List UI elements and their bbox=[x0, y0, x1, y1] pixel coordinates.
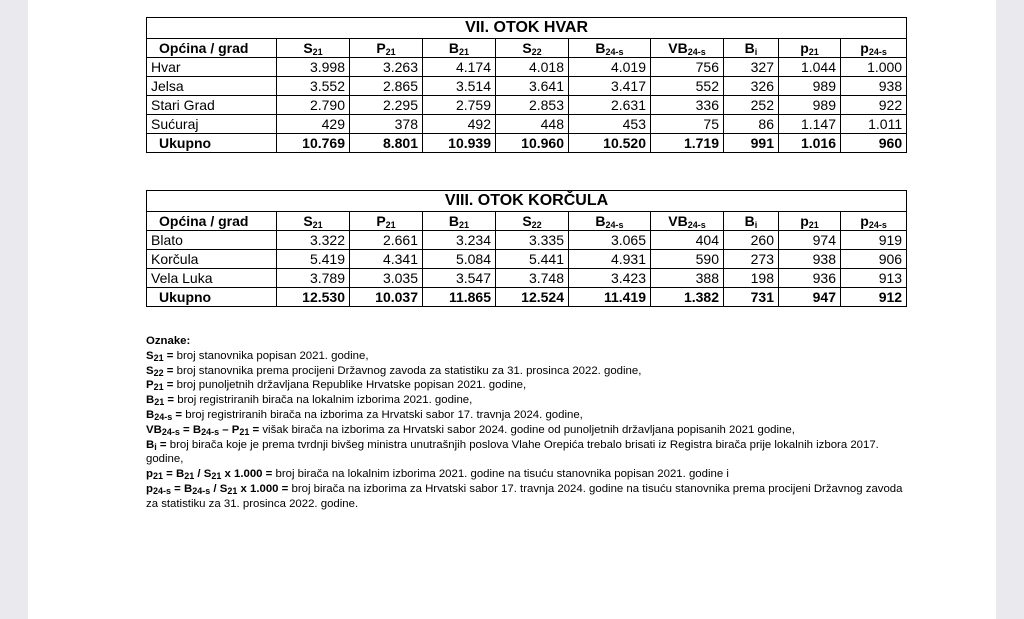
municipality-name: Hvar bbox=[147, 58, 277, 77]
cell-bi: 731 bbox=[724, 288, 779, 307]
column-header-base: S bbox=[303, 40, 313, 56]
column-header-sub: 21 bbox=[459, 47, 470, 57]
cell-vb24s: 404 bbox=[651, 231, 724, 250]
legend-eq: = bbox=[156, 438, 170, 451]
column-header-base: VB bbox=[668, 213, 688, 229]
table-row bbox=[147, 250, 907, 269]
cell-vb24s: 590 bbox=[651, 250, 724, 269]
legend-eq: x 1.000 = bbox=[221, 468, 276, 481]
cell-p21: 989 bbox=[779, 77, 841, 96]
column-header-sub: 21 bbox=[808, 220, 819, 230]
total-row bbox=[147, 288, 907, 307]
cell-b24s: 4.931 bbox=[569, 250, 651, 269]
cell-p21: 1.147 bbox=[779, 115, 841, 134]
cell-bi: 198 bbox=[724, 269, 779, 288]
cell-bi: 273 bbox=[724, 250, 779, 269]
legend-eq: = bbox=[163, 364, 177, 377]
column-header-base: B bbox=[448, 213, 460, 229]
legend-symbol bbox=[146, 483, 291, 495]
column-header-sub: 21 bbox=[385, 220, 396, 230]
cell-bi: 991 bbox=[724, 134, 779, 153]
legend-eq: x 1.000 = bbox=[237, 482, 292, 495]
column-header-p21 bbox=[350, 212, 423, 231]
legend-text: broj birača na izborima za Hrvatski sabor 17. travnja 2024. godine na tisuću stanovnika prema procijeni Državnog zavoda za statistiku za 31. prosinca 2022. godine. bbox=[146, 482, 903, 510]
cell-s21: 10.769 bbox=[277, 134, 350, 153]
legend-item bbox=[146, 378, 906, 393]
table-row bbox=[147, 58, 907, 77]
cell-b24s: 2.631 bbox=[569, 96, 651, 115]
cell-p24s: 912 bbox=[841, 288, 907, 307]
cell-s21: 429 bbox=[277, 115, 350, 134]
cell-b21: 2.759 bbox=[423, 96, 496, 115]
cell-bi: 252 bbox=[724, 96, 779, 115]
cell-p21: 1.044 bbox=[779, 58, 841, 77]
cell-s22: 448 bbox=[496, 115, 569, 134]
column-header-vb24s bbox=[651, 39, 724, 58]
legend-eq-sub: 24-s bbox=[201, 426, 220, 437]
header-row bbox=[147, 212, 907, 231]
table-row bbox=[147, 77, 907, 96]
column-header-base: P bbox=[376, 213, 386, 229]
cell-p21: 378 bbox=[350, 115, 423, 134]
legend-eq-sub: 21 bbox=[211, 471, 222, 482]
municipality-name: Vela Luka bbox=[147, 269, 277, 288]
column-header-s21 bbox=[277, 39, 350, 58]
cell-p21: 2.865 bbox=[350, 77, 423, 96]
legend-text: broj birača koje je prema tvrdnji bivšeg ministra unutrašnjih poslova Vlahe Orepića trebalo brisati iz Registra birača prije lokalnih izbora 2017. godine, bbox=[146, 438, 879, 466]
column-header-sub: i bbox=[754, 47, 758, 57]
cell-p21: 3.035 bbox=[350, 269, 423, 288]
legend-item bbox=[146, 349, 906, 364]
table-title: VIII. OTOK KORČULA bbox=[147, 191, 907, 212]
legend-symbol bbox=[146, 424, 262, 436]
cell-vb24s: 388 bbox=[651, 269, 724, 288]
cell-p21: 947 bbox=[779, 288, 841, 307]
cell-bi: 326 bbox=[724, 77, 779, 96]
column-header-base: B bbox=[744, 213, 755, 229]
cell-s22: 3.748 bbox=[496, 269, 569, 288]
cell-vb24s: 1.382 bbox=[651, 288, 724, 307]
cell-b21: 11.865 bbox=[423, 288, 496, 307]
column-header-base: B bbox=[595, 40, 606, 56]
column-header-sub: 21 bbox=[312, 220, 323, 230]
column-header-s22 bbox=[496, 39, 569, 58]
cell-p21: 936 bbox=[779, 269, 841, 288]
column-header-sub: 21 bbox=[459, 220, 470, 230]
cell-vb24s: 75 bbox=[651, 115, 724, 134]
legend-symbol-sub: 22 bbox=[153, 367, 164, 378]
municipality-name: Ukupno bbox=[147, 288, 277, 307]
column-header-sub: i bbox=[754, 220, 758, 230]
column-header-base: VB bbox=[668, 40, 688, 56]
legend bbox=[146, 334, 906, 512]
legend-eq: = bbox=[172, 408, 186, 421]
column-header-b21 bbox=[423, 39, 496, 58]
column-header-base: B bbox=[595, 213, 606, 229]
legend-eq-sub: 21 bbox=[184, 471, 195, 482]
legend-symbol bbox=[146, 379, 177, 391]
column-header-sub: 21 bbox=[312, 47, 323, 57]
column-header-base: S bbox=[522, 213, 532, 229]
cell-b21: 3.234 bbox=[423, 231, 496, 250]
column-header-base: p bbox=[800, 213, 809, 229]
cell-p21: 989 bbox=[779, 96, 841, 115]
column-header-base: p bbox=[800, 40, 809, 56]
cell-s21: 2.790 bbox=[277, 96, 350, 115]
legend-symbol-sub: i bbox=[154, 441, 157, 452]
column-header-bi bbox=[724, 212, 779, 231]
hvar-table bbox=[146, 17, 907, 153]
cell-vb24s: 1.719 bbox=[651, 134, 724, 153]
column-header-b24s bbox=[569, 212, 651, 231]
legend-symbol bbox=[146, 439, 170, 451]
legend-item bbox=[146, 438, 906, 468]
legend-eq: = bbox=[163, 379, 177, 392]
table-row bbox=[147, 96, 907, 115]
column-header-sub: 24-s bbox=[868, 47, 887, 57]
cell-b24s: 11.419 bbox=[569, 288, 651, 307]
cell-bi: 86 bbox=[724, 115, 779, 134]
municipality-name: Stari Grad bbox=[147, 96, 277, 115]
table-row bbox=[147, 115, 907, 134]
cell-p21: 2.295 bbox=[350, 96, 423, 115]
cell-b24s: 453 bbox=[569, 115, 651, 134]
cell-p21: 938 bbox=[779, 250, 841, 269]
column-header-sub: 24-s bbox=[868, 220, 887, 230]
korcula-table bbox=[146, 190, 907, 307]
legend-eq-sub: 21 bbox=[239, 426, 250, 437]
cell-s21: 3.552 bbox=[277, 77, 350, 96]
cell-s22: 3.641 bbox=[496, 77, 569, 96]
legend-heading: Oznake: bbox=[146, 335, 191, 347]
legend-eq: – P bbox=[219, 423, 240, 436]
legend-symbol-sub: 21 bbox=[153, 382, 164, 393]
column-header-s21 bbox=[277, 212, 350, 231]
legend-item bbox=[146, 393, 906, 408]
legend-symbol-base: VB bbox=[146, 423, 162, 436]
cell-b21: 5.084 bbox=[423, 250, 496, 269]
municipality-name: Korčula bbox=[147, 250, 277, 269]
municipality-name: Sućuraj bbox=[147, 115, 277, 134]
legend-eq: = bbox=[164, 394, 178, 407]
cell-p24s: 919 bbox=[841, 231, 907, 250]
column-header-sub: 22 bbox=[531, 220, 542, 230]
cell-b24s: 3.065 bbox=[569, 231, 651, 250]
cell-b24s: 3.417 bbox=[569, 77, 651, 96]
cell-s21: 12.530 bbox=[277, 288, 350, 307]
column-header-sub: 21 bbox=[385, 47, 396, 57]
document-page bbox=[28, 0, 996, 619]
cell-s22: 5.441 bbox=[496, 250, 569, 269]
column-header-base: B bbox=[744, 40, 755, 56]
legend-symbol bbox=[146, 365, 177, 377]
column-header-p24s bbox=[841, 212, 907, 231]
legend-items bbox=[146, 349, 906, 512]
header-row bbox=[147, 39, 907, 58]
cell-vb24s: 756 bbox=[651, 58, 724, 77]
legend-symbol bbox=[146, 350, 177, 362]
legend-text: broj registriranih birača na lokalnim izborima 2021. godine, bbox=[177, 394, 473, 407]
legend-text: broj punoljetnih državljana Republike Hrvatske popisan 2021. godine, bbox=[176, 379, 527, 392]
cell-p21: 1.016 bbox=[779, 134, 841, 153]
cell-p24s: 906 bbox=[841, 250, 907, 269]
column-header-vb24s bbox=[651, 212, 724, 231]
cell-p21: 8.801 bbox=[350, 134, 423, 153]
legend-symbol-base: p bbox=[146, 468, 153, 481]
legend-eq: = bbox=[249, 423, 263, 436]
cell-p21: 974 bbox=[779, 231, 841, 250]
cell-p24s: 913 bbox=[841, 269, 907, 288]
legend-item bbox=[146, 467, 906, 482]
cell-p21: 2.661 bbox=[350, 231, 423, 250]
cell-s22: 3.335 bbox=[496, 231, 569, 250]
cell-b24s: 10.520 bbox=[569, 134, 651, 153]
cell-p24s: 960 bbox=[841, 134, 907, 153]
column-header-p24s bbox=[841, 39, 907, 58]
cell-b21: 3.514 bbox=[423, 77, 496, 96]
total-row bbox=[147, 134, 907, 153]
legend-symbol-sub: 24-s bbox=[154, 411, 173, 422]
legend-item bbox=[146, 408, 906, 423]
column-header-base: S bbox=[303, 213, 313, 229]
column-header-sub: 21 bbox=[808, 47, 819, 57]
column-header-base: S bbox=[522, 40, 532, 56]
legend-eq-sub: 21 bbox=[227, 485, 238, 496]
legend-symbol-base: B bbox=[146, 394, 155, 407]
legend-eq: / S bbox=[194, 468, 212, 481]
legend-symbol-sub: 21 bbox=[153, 352, 164, 363]
legend-symbol-base: B bbox=[146, 438, 155, 451]
legend-eq: = B bbox=[179, 423, 202, 436]
table-row bbox=[147, 231, 907, 250]
cell-s21: 5.419 bbox=[277, 250, 350, 269]
legend-text: broj registriranih birača na izborima za Hrvatski sabor 17. travnja 2024. godine, bbox=[185, 408, 583, 421]
cell-b24s: 3.423 bbox=[569, 269, 651, 288]
cell-vb24s: 336 bbox=[651, 96, 724, 115]
column-header-bi bbox=[724, 39, 779, 58]
cell-s21: 3.789 bbox=[277, 269, 350, 288]
cell-bi: 327 bbox=[724, 58, 779, 77]
municipality-name: Jelsa bbox=[147, 77, 277, 96]
column-header-sub: 22 bbox=[531, 47, 542, 57]
legend-text: broj birača na lokalnim izborima 2021. godine na tisuću stanovnika popisan 2021. godine i bbox=[275, 468, 729, 481]
cell-s21: 3.998 bbox=[277, 58, 350, 77]
cell-b21: 3.547 bbox=[423, 269, 496, 288]
legend-symbol-sub: 21 bbox=[154, 397, 165, 408]
legend-symbol-base: S bbox=[146, 349, 154, 362]
legend-symbol bbox=[146, 468, 275, 480]
legend-symbol-sub: 24-s bbox=[152, 485, 171, 496]
legend-symbol-base: P bbox=[146, 379, 154, 392]
cell-p21: 4.341 bbox=[350, 250, 423, 269]
column-header-sub: 24-s bbox=[605, 220, 624, 230]
legend-symbol-base: S bbox=[146, 364, 154, 377]
cell-b21: 492 bbox=[423, 115, 496, 134]
cell-p24s: 938 bbox=[841, 77, 907, 96]
column-header-sub: 24-s bbox=[687, 47, 706, 57]
cell-p21: 10.037 bbox=[350, 288, 423, 307]
table-row bbox=[147, 269, 907, 288]
cell-bi: 260 bbox=[724, 231, 779, 250]
cell-p21: 3.263 bbox=[350, 58, 423, 77]
cell-s22: 4.018 bbox=[496, 58, 569, 77]
legend-symbol-sub: 21 bbox=[152, 471, 163, 482]
column-header-b21 bbox=[423, 212, 496, 231]
cell-b21: 10.939 bbox=[423, 134, 496, 153]
legend-item bbox=[146, 423, 906, 438]
municipality-name: Blato bbox=[147, 231, 277, 250]
column-header-base: p bbox=[860, 213, 869, 229]
legend-text: višak birača na izborima za Hrvatski sabor 2024. godine od punoljetnih državljana popisanih 2021 godine, bbox=[262, 423, 795, 436]
column-header-b24s bbox=[569, 39, 651, 58]
column-header-s22 bbox=[496, 212, 569, 231]
cell-p24s: 922 bbox=[841, 96, 907, 115]
legend-eq: = bbox=[163, 349, 177, 362]
legend-symbol bbox=[146, 394, 177, 406]
legend-item bbox=[146, 482, 906, 512]
legend-symbol bbox=[146, 409, 185, 421]
cell-vb24s: 552 bbox=[651, 77, 724, 96]
legend-item bbox=[146, 364, 906, 379]
legend-symbol-sub: 24-s bbox=[161, 426, 180, 437]
cell-p24s: 1.000 bbox=[841, 58, 907, 77]
municipality-name: Ukupno bbox=[147, 134, 277, 153]
column-header-sub: 24-s bbox=[687, 220, 706, 230]
cell-s21: 3.322 bbox=[277, 231, 350, 250]
cell-b21: 4.174 bbox=[423, 58, 496, 77]
legend-eq: = B bbox=[162, 468, 185, 481]
legend-eq: / S bbox=[210, 482, 228, 495]
cell-b24s: 4.019 bbox=[569, 58, 651, 77]
cell-s22: 10.960 bbox=[496, 134, 569, 153]
column-header-p21 bbox=[779, 212, 841, 231]
legend-text: broj stanovnika popisan 2021. godine, bbox=[176, 349, 369, 362]
table-title: VII. OTOK HVAR bbox=[147, 18, 907, 39]
column-header-sub: 24-s bbox=[605, 47, 624, 57]
column-header-p21 bbox=[350, 39, 423, 58]
cell-s22: 2.853 bbox=[496, 96, 569, 115]
cell-p24s: 1.011 bbox=[841, 115, 907, 134]
legend-eq: = B bbox=[170, 482, 193, 495]
legend-symbol-base: B bbox=[146, 408, 155, 421]
legend-symbol-base: p bbox=[146, 482, 153, 495]
column-header-municipality: Općina / grad bbox=[147, 212, 277, 231]
column-header-municipality: Općina / grad bbox=[147, 39, 277, 58]
column-header-base: B bbox=[448, 40, 460, 56]
legend-text: broj stanovnika prema procijeni Državnog zavoda za statistiku za 31. prosinca 2022. godine, bbox=[176, 364, 642, 377]
legend-eq-sub: 24-s bbox=[192, 485, 211, 496]
column-header-base: p bbox=[860, 40, 869, 56]
column-header-p21 bbox=[779, 39, 841, 58]
column-header-base: P bbox=[376, 40, 386, 56]
cell-s22: 12.524 bbox=[496, 288, 569, 307]
